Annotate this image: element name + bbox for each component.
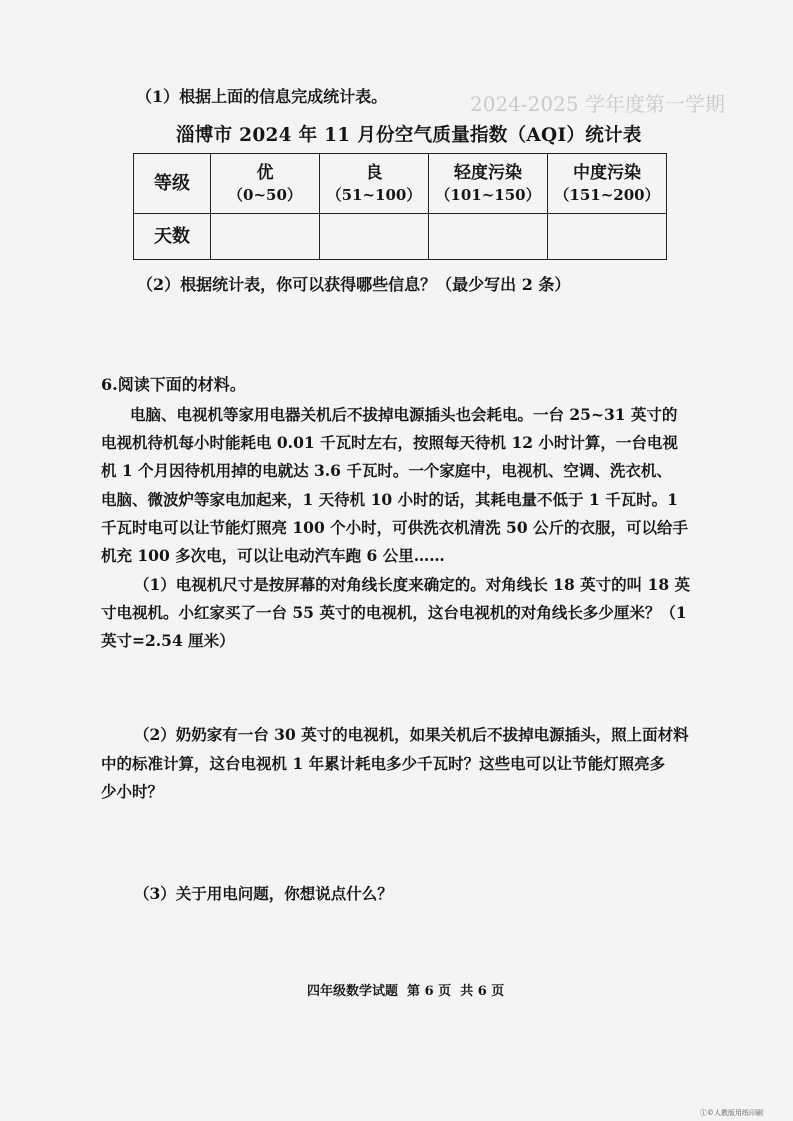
level-name: 轻度污染 <box>454 162 522 183</box>
level-name: 良 <box>365 162 383 183</box>
level-cell-good <box>320 154 429 214</box>
page-footer: 四年级数学试题 第 6 页 共 6 页 <box>307 984 505 999</box>
level-range: （51~100） <box>326 185 422 204</box>
q6-sub2-line-1: （2）奶奶家有一台 30 英寸的电视机，如果关机后不拔掉电源插头，照上面材料 <box>134 725 689 744</box>
level-range: （0~50） <box>228 185 302 204</box>
days-input-light-pollution[interactable] <box>429 214 548 260</box>
days-input-excellent[interactable] <box>211 214 320 260</box>
q6-sub3-prompt: （3）关于用电问题，你想说点什么？ <box>134 884 393 903</box>
q6-heading: 6.阅读下面的材料。 <box>101 375 246 394</box>
q5-part1-prompt: （1）根据上面的信息完成统计表。 <box>136 87 388 106</box>
q6-material-line-5: 千瓦时电可以让节能灯照亮 100 个小时，可供洗衣机清洗 50 公斤的衣服，可以给手 <box>101 518 689 537</box>
days-input-good[interactable] <box>320 214 429 260</box>
q6-sub1-line-3: 英寸=2.54 厘米） <box>101 631 235 650</box>
q6-material-line-4: 电脑、微波炉等家电加起来，1 天待机 10 小时的话，其耗电量不低于 1 千瓦时。1 <box>101 490 678 509</box>
q5-part2-prompt: （2）根据统计表，你可以获得哪些信息？（最少写出 2 条） <box>137 275 571 294</box>
q6-material-line-2: 电视机待机每小时能耗电 0.01 千瓦时左右，按照每天待机 12 小时计算，一台电视 <box>101 433 678 452</box>
level-name: 中度污染 <box>573 162 641 183</box>
q6-sub1-answer-area[interactable] <box>101 660 691 710</box>
row-header-days: 天数 <box>134 214 211 260</box>
q6-sub3-answer-area[interactable] <box>101 912 691 972</box>
level-name: 优 <box>256 162 274 183</box>
corner-note: ①©人教版用纸印刷 <box>700 1109 763 1117</box>
aqi-statistics-table <box>133 153 667 260</box>
q6-material-line-3: 机 1 个月因待机用掉的电就达 3.6 千瓦时。一个家庭中，电视机、空调、洗衣机、 <box>101 461 672 480</box>
row-header-level: 等级 <box>134 154 211 214</box>
q6-material-line-6: 机充 100 多次电，可以让电动汽车跑 6 公里…… <box>101 546 445 565</box>
q6-sub1-line-1: （1）电视机尺寸是按屏幕的对角线长度来确定的。对角线长 18 英寸的叫 18 英 <box>134 575 691 594</box>
q6-sub1-line-2: 寸电视机。小红家买了一台 55 英寸的电视机，这台电视机的对角线长多少厘米？（1 <box>101 603 687 622</box>
q6-sub2-answer-area[interactable] <box>101 812 691 872</box>
level-range: （101~150） <box>435 185 541 204</box>
q6-sub2-line-3: 少小时？ <box>101 782 164 801</box>
level-cell-excellent <box>211 154 320 214</box>
level-cell-light-pollution <box>429 154 548 214</box>
level-cell-moderate-pollution <box>548 154 667 214</box>
days-input-moderate-pollution[interactable] <box>548 214 667 260</box>
table-title: 淄博市 2024 年 11 月份空气质量指数（AQI）统计表 <box>176 125 642 146</box>
bleed-through-header: 2024-2025 学年度第一学期 <box>470 92 725 116</box>
q6-material-line-1: 电脑、电视机等家用电器关机后不拔掉电源插头也会耗电。一台 25~31 英寸的 <box>130 405 678 424</box>
level-range: （151~200） <box>554 185 660 204</box>
q6-sub2-line-2: 中的标准计算，这台电视机 1 年累计耗电多少千瓦时？这些电可以让节能灯照亮多 <box>101 754 666 773</box>
